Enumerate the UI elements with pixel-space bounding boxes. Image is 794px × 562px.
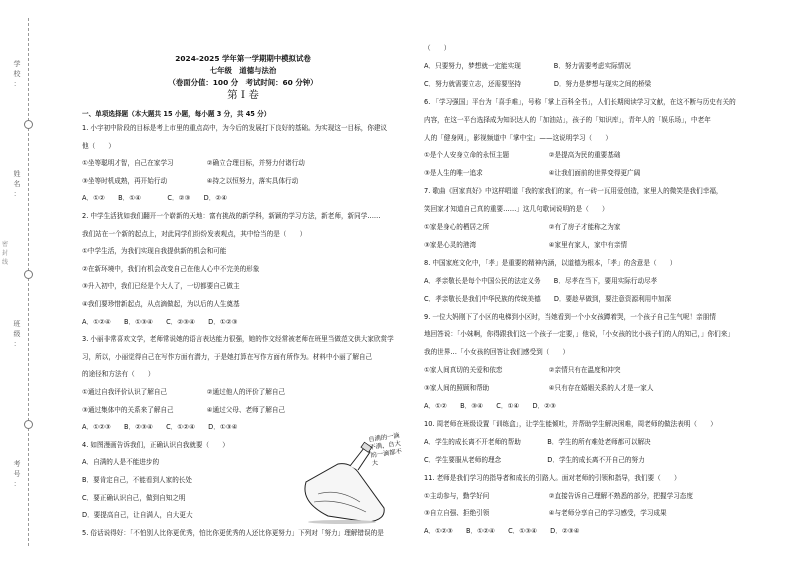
binding-hole: [24, 420, 33, 429]
right-question-line: A．学生的成长离不开老师的帮助 B．学生的所有难处老师都可以解决: [424, 437, 651, 446]
seal-char: ：: [13, 80, 21, 88]
right-question-line: A．只要努力，梦想就一定能实现 B．努力需要考虑实际情况: [424, 61, 631, 70]
seal-char: 名: [13, 180, 21, 188]
left-question-line: 2. 中学生活犹如我们翻开一个崭新的天地：富有挑战的新学科，新颖的学习方法，新老师，新同学……: [82, 212, 381, 220]
section-heading: 一、单项选择题（本大题共 15 小题，每小题 3 分，共 45 分）: [82, 110, 271, 118]
left-question-line: D．要提高自己，让自满人，自大更大: [82, 511, 193, 520]
right-question-line: 内容，在这一平台选择成为知识达人的「加油站」，孩子的「知识库」，青年人的「娱乐场」，中老年: [424, 115, 711, 124]
seal-char: 号: [13, 470, 21, 478]
left-question-line: ②在新环境中，我们有机会改变自己在他人心中不完美的形象: [82, 264, 260, 273]
right-question-line: 7. 歌曲《回家真好》中这样唱道「我的家我们的家，有一砖一瓦用爱创造，家里人的微笑是我们幸福，: [424, 187, 723, 196]
right-question-line: C．努力就需要立志，还需要坚持 D．努力是梦想与现实之间的桥梁: [424, 79, 652, 88]
binding-hole: [24, 270, 33, 279]
right-question-line: A．①②③ B．①②④ C．①③④ D．②③④: [424, 527, 580, 536]
left-question-line: A．①② B．①④ C．②③ D．②④: [82, 194, 228, 203]
right-question-line: ①是个人安身立命的永恒主题 ②是提高为民的重要基础: [424, 151, 621, 160]
seal-char: 考: [13, 460, 21, 468]
right-question-line: 6. 「学习强国」平台为「喜手难」，号称「掌上百科全书」，人们长期阅读学习文献，在这不断与历史有关的: [424, 97, 736, 106]
binding-line: [28, 18, 29, 546]
right-question-line: ③家人间的照顾和帮助 ④只有存在婚姻关系的人才是一家人: [424, 384, 654, 393]
seal-char: 级: [13, 330, 21, 338]
right-question-line: 我的世界…「小女孩的回答让我们感受到（ ）: [424, 348, 570, 357]
right-question-line: ③自立自强、拒绝引领 ④与老师分享自己的学习感受，学习成果: [424, 509, 667, 518]
left-question-line: A．①②③ B．②③④ C．①②④ D．①③④: [82, 423, 238, 432]
right-question-line: 10. 周老师在班级设置「训练盒」，让学生能倾吐，并帮助学生解决困难，周老师的做法表明（ ）: [424, 419, 717, 428]
right-question-line: ③家是心灵的港湾 ④家里有家人，家中有亲情: [424, 240, 628, 249]
right-question-line: 9. 一位大妈刚下了小区的电梯到小区时，当她看到一个小女孩蹲着哭，一个孩子自己生气呢！亲朋情: [424, 312, 716, 321]
seal-char: ：: [13, 480, 21, 488]
right-question-line: ③是人生的唯一追求 ④让我们面前的世界变得更广阔: [424, 169, 641, 178]
subject-line: 七年级 道德与法治: [209, 66, 277, 75]
right-question-line: A．①② B．③④ C．①④ D．②③: [424, 402, 556, 410]
left-question-line: 4. 如图漫画告诉我们，正确认识自我就要（ ）: [82, 440, 229, 449]
left-question-line: 我们站在一个新的起点上，对此同学们纷纷发表观点，其中恰当的是（ ）: [82, 229, 307, 238]
right-question-line: ①主动参与，勤学好问 ②直接告诉自己理解不熟悉的部分，把握学习态度: [424, 491, 693, 500]
left-question-line: 1. 小宇初中阶段的目标是考上市里的重点高中，为今后的发展打下良好的基础。为实现这一目标，你建议: [82, 124, 388, 132]
left-question-line: 习，所以，小丽觉得自己在写作方面有潜力，于是她打算在写作方面有所作为。材料中小丽了解自己: [82, 352, 373, 361]
seal-char: 校: [13, 70, 21, 78]
right-question-line: 人的「健身网」，影视频道中「掌中宝」——这说明学习（ ）: [424, 133, 612, 142]
left-question-line: C．要正确认识自己，做到自知之明: [82, 493, 186, 502]
right-question-line: 11. 老师是我们学习的指导者和成长的引路人。面对老师的引领和指导，我们要（ ）: [424, 473, 681, 482]
right-question-line: A．孝亲敬长是每个中国公民的法定义务 B．尽孝在当下，要用实际行动尽孝: [424, 276, 658, 285]
right-question-line: 8. 中国家庭文化中，「孝」是重要的精神内涵，以道德为根本，「孝」的含意是（ ）: [424, 258, 677, 267]
seal-char: ：: [13, 340, 21, 348]
left-question-line: A．①②④ B．①③④ C．②③④ D．①②③: [82, 317, 238, 326]
right-question-line: ①家人间真切的关爱和依恋 ②亲情只有在温度和冲突: [424, 366, 621, 375]
left-question-line: ④我们要珍惜新起点，从点滴做起，为以后的人生奠基: [82, 300, 240, 308]
left-question-line: 的途径和方法有（ ）: [82, 370, 155, 379]
left-question-line: B．要肯定自己，不能看到人家的长处: [82, 476, 193, 484]
left-question-line: ①中学生活，为我们实现自我提供新的机会和可能: [82, 247, 227, 256]
left-question-line: A．自满的人是不能进步的: [82, 458, 160, 467]
exam-title: 2024-2025 学年第一学期期中模拟试卷: [175, 54, 311, 63]
left-question-line: 3. 小丽非常喜欢文学，老师常说她的语言表达能力很强，她的作文经常被老师在班里当做范文供大家欣赏学: [82, 335, 394, 344]
binding-label: 密 封 线: [1, 241, 8, 266]
left-question-line: ③坐等时机成熟，再开始行动 ④持之以恒努力，落实具体行动: [82, 176, 299, 185]
right-question-line: 地回答说：「小妹啊，你得跟我们这一个孩子一定要，」他说，「小女孩的比小孩子们的人的知己，」你们来」: [424, 330, 734, 339]
left-question-line: 5. 俗话说得好：「不怕别人比你更优秀，怕比你更优秀的人还比你更努力」下列对「努力」理解错误的是: [82, 528, 384, 537]
right-question-line: ①家是身心的栖居之所 ②有了房子才能称之为家: [424, 223, 621, 231]
cartoon-caption: 自满的一滴不满，自大的一滴都不大: [367, 432, 403, 468]
exam-meta: （卷面分值：100 分 考试时间：60 分钟）: [168, 78, 318, 87]
part-heading: 第 I 卷: [227, 89, 259, 101]
seal-char: 班: [13, 320, 21, 328]
right-question-line: 笑回家才知道自己真的重要……」这几句歌词说明的是（ ）: [424, 205, 609, 214]
right-column: [420, 0, 736, 562]
binding-hole: [24, 120, 33, 129]
left-question-line: 他（ ）: [82, 141, 115, 150]
right-question-line: （ ）: [424, 44, 451, 52]
left-question-line: ①坐等聪明才智，自己在家学习 ②确立合理目标，并努力付诸行动: [82, 159, 305, 168]
seal-char: 姓: [13, 170, 21, 178]
left-question-line: ①通过自我评价认识了解自己 ②通过他人的评价了解自己: [82, 388, 286, 396]
right-question-line: C．孝亲敬长是我们中华民族的传统美德 D．要趁早做到，要注意资源利用中加深: [424, 294, 672, 303]
left-question-line: ③升入初中，我们已经是个大人了，一切都要自己做主: [82, 282, 240, 291]
seal-char: 学: [13, 60, 21, 68]
binding-strip: [0, 0, 38, 562]
left-question-line: ③通过集体中的关系来了解自己 ④通过父母、老师了解自己: [82, 405, 286, 414]
seal-char: ：: [13, 190, 21, 198]
left-column: [78, 0, 408, 562]
right-question-line: C．学生要服从老师的理念 D．学生的成长离不开自己的努力: [424, 455, 645, 464]
